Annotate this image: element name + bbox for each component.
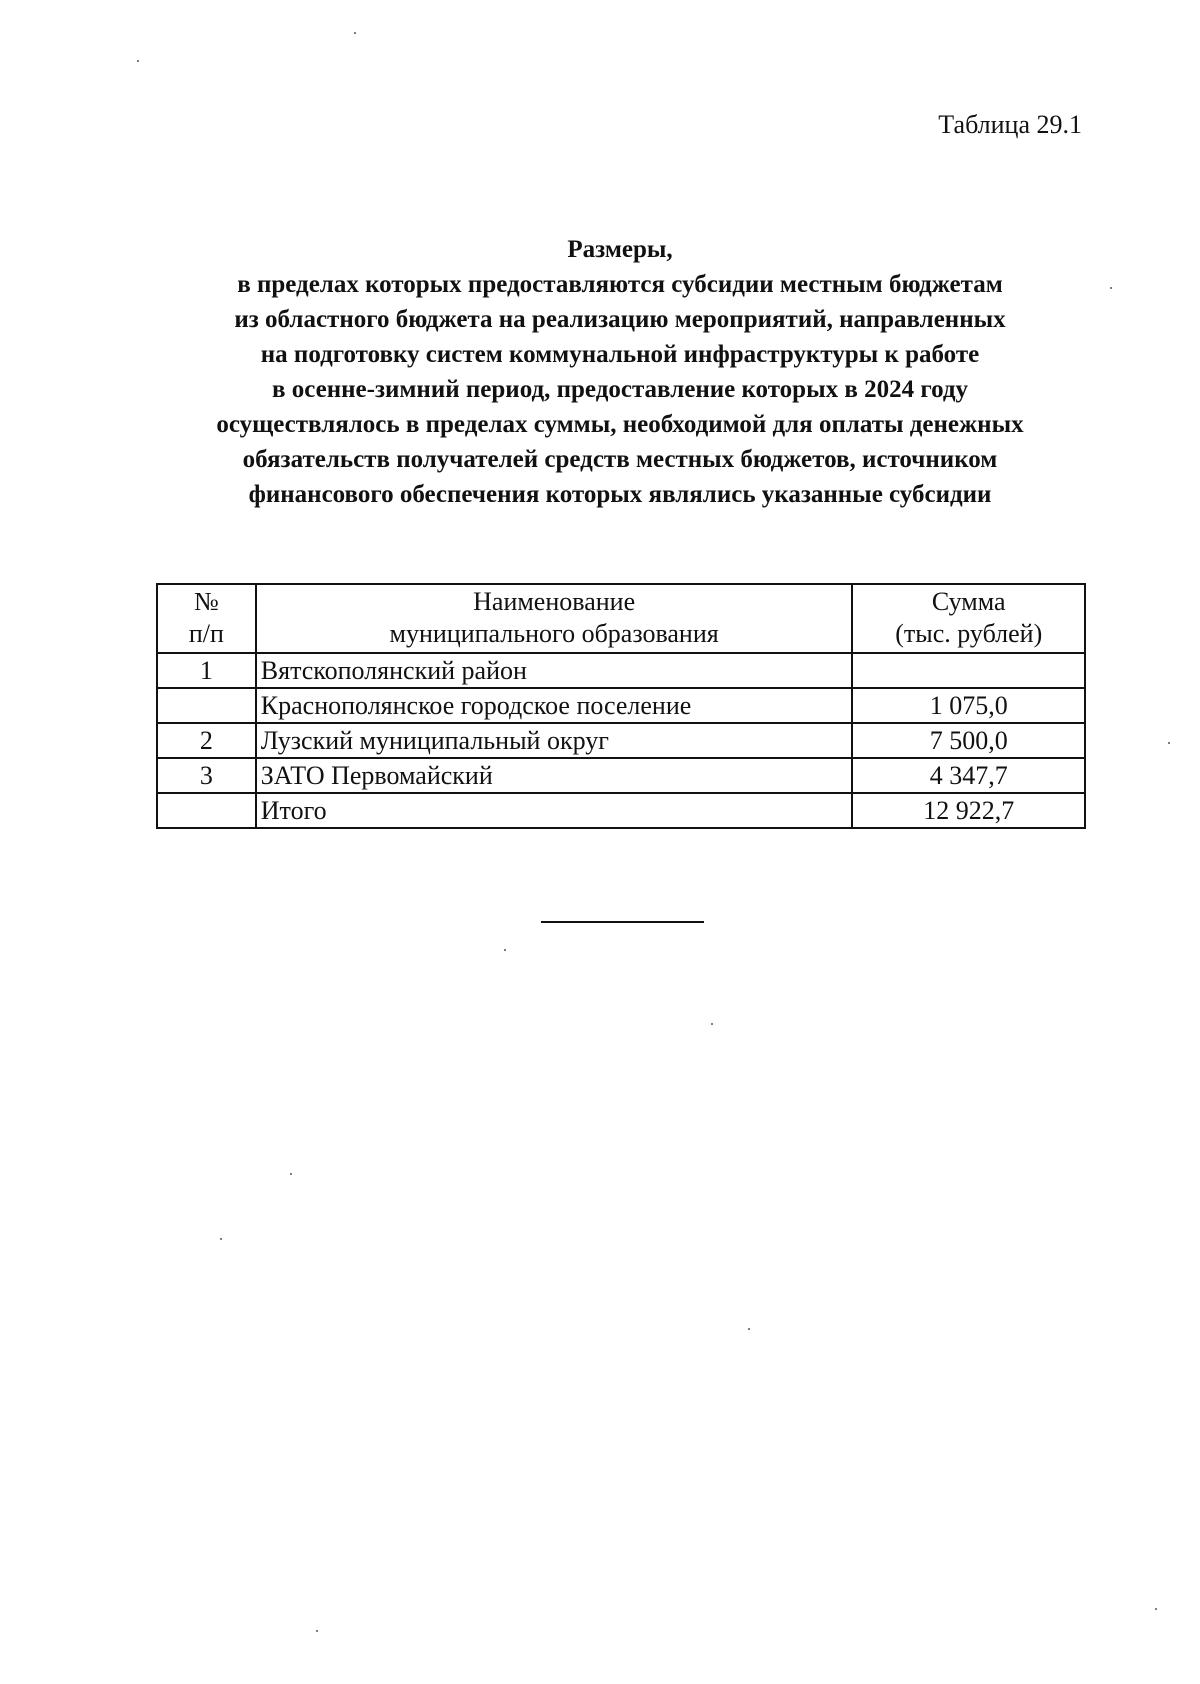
scan-speck <box>711 1023 713 1025</box>
heading-title: Размеры, <box>567 236 673 263</box>
table-row <box>157 653 1085 688</box>
row-sum: 4 347,7 <box>852 758 1085 793</box>
scan-speck <box>504 949 506 951</box>
table-total-row <box>157 793 1085 828</box>
row-number <box>157 793 256 828</box>
row-number: 1 <box>157 653 256 688</box>
header-name-line: Наименование <box>473 587 636 616</box>
header-number-line: п/п <box>188 619 224 648</box>
row-sum <box>852 653 1085 688</box>
table-row <box>157 688 1085 723</box>
table-header-row <box>157 584 1085 653</box>
row-municipality: Вятскополянский район <box>256 653 853 688</box>
scan-speck <box>748 1328 750 1330</box>
table-number-label: Таблица 29.1 <box>938 110 1082 139</box>
scan-speck <box>1155 1608 1157 1610</box>
heading-line: на подготовку систем коммунальной инфраструктуры к работе <box>260 341 980 368</box>
header-sum-line: (тыс. рублей) <box>895 619 1043 648</box>
heading-line: в осенне-зимний период, предоставление которых в 2024 году <box>271 376 969 403</box>
scan-speck <box>137 60 139 62</box>
header-name-line: муниципального образования <box>389 619 719 648</box>
header-number-line: № <box>193 587 219 616</box>
scan-speck <box>290 1173 292 1175</box>
header-number <box>157 584 256 653</box>
row-sum: 7 500,0 <box>852 723 1085 758</box>
row-municipality: Краснополянское городское поселение <box>256 688 853 723</box>
row-municipality: Лузский муниципальный округ <box>256 723 853 758</box>
header-name <box>256 584 853 653</box>
scan-speck <box>354 32 356 34</box>
header-sum <box>852 584 1085 653</box>
table-row <box>157 723 1085 758</box>
row-municipality: ЗАТО Первомайский <box>256 758 853 793</box>
document-heading <box>120 232 1120 512</box>
header-sum-line: Сумма <box>931 587 1006 616</box>
heading-line: из областного бюджета на реализацию мероприятий, направленных <box>234 306 1006 333</box>
row-number: 2 <box>157 723 256 758</box>
row-municipality: Итого <box>256 793 853 828</box>
row-sum: 1 075,0 <box>852 688 1085 723</box>
heading-line: финансового обеспечения которых являлись указанные субсидии <box>248 481 992 508</box>
heading-line: обязательств получателей средств местных бюджетов, источником <box>242 446 998 473</box>
table-row <box>157 758 1085 793</box>
end-divider <box>541 921 704 923</box>
scan-speck <box>1110 287 1112 289</box>
row-number: 3 <box>157 758 256 793</box>
scan-speck <box>1168 742 1170 744</box>
heading-line: осуществлялось в пределах суммы, необходимой для оплаты денежных <box>216 411 1024 438</box>
row-sum: 12 922,7 <box>852 793 1085 828</box>
scan-speck <box>316 1630 318 1632</box>
heading-line: в пределах которых предоставляются субсидии местным бюджетам <box>237 271 1003 298</box>
subsidy-table <box>156 583 1086 829</box>
row-number <box>157 688 256 723</box>
scan-speck <box>220 1238 222 1240</box>
